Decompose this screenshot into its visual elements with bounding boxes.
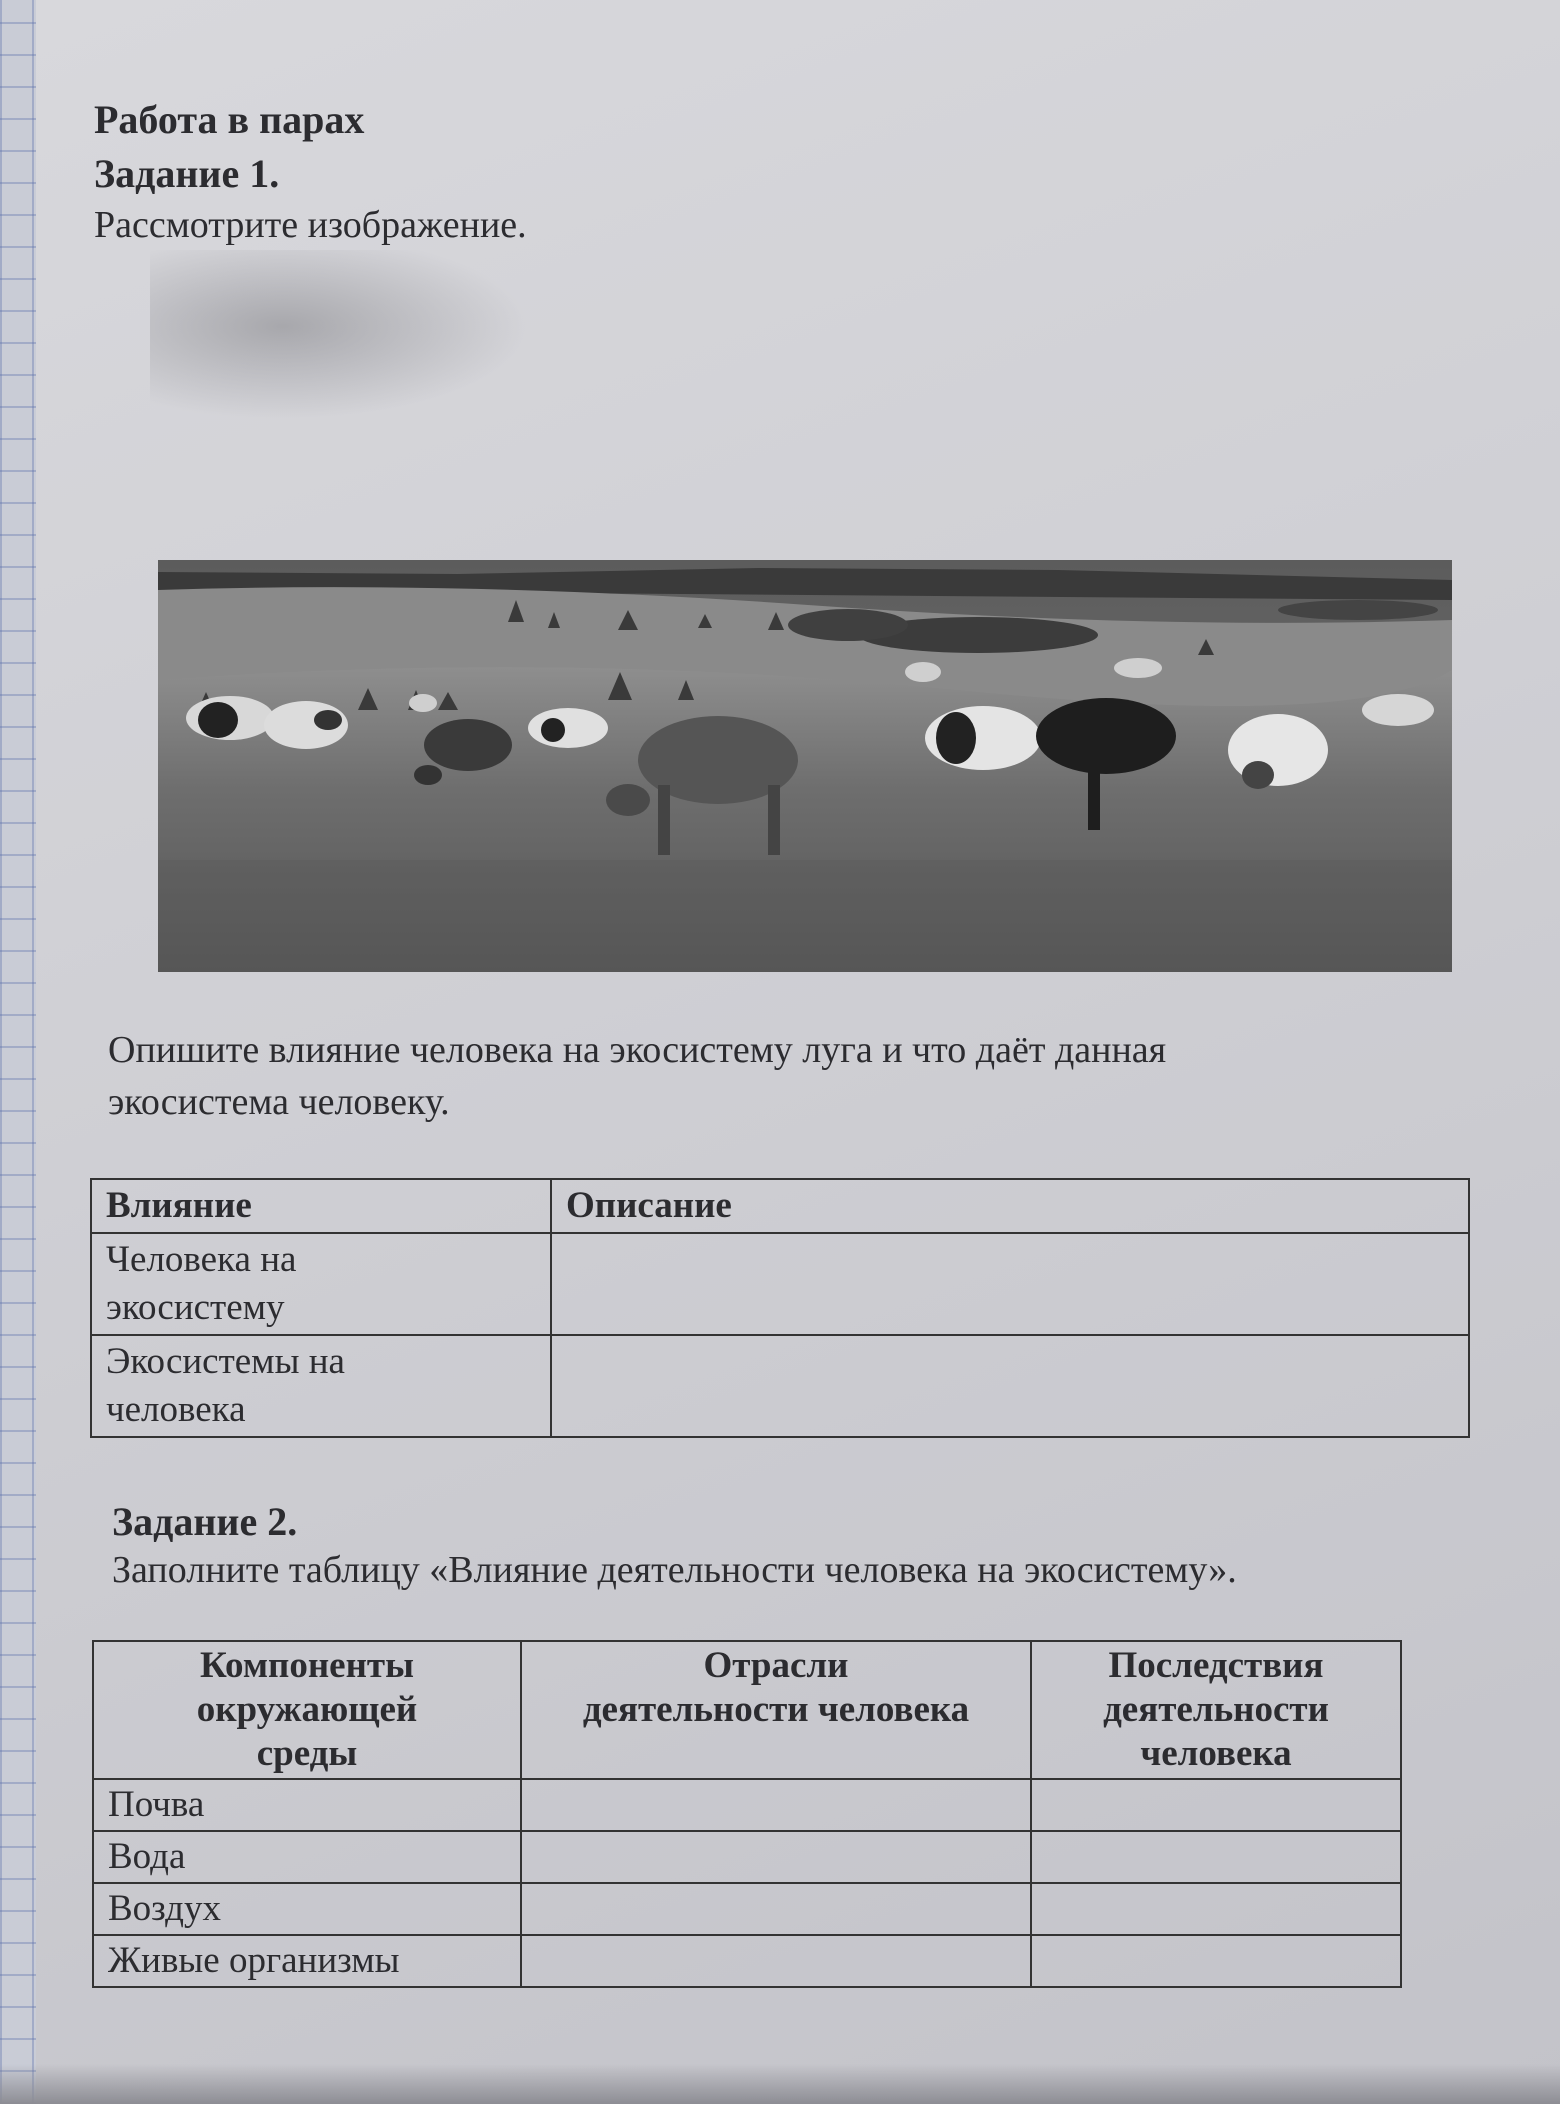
task1-instruction: Рассмотрите изображение.: [94, 204, 527, 246]
header-line: деятельности: [1103, 1689, 1329, 1730]
task2-answer-cell[interactable]: [1031, 1883, 1401, 1935]
task2-header-branches: [521, 1641, 1031, 1779]
task1-question-line2: экосистема человеку.: [108, 1081, 450, 1123]
header-line: деятельности человека: [582, 1689, 970, 1730]
table-row: [93, 1831, 1401, 1883]
task2-instruction: Заполните таблицу «Влияние деятельности человека на экосистему».: [112, 1549, 1237, 1591]
task2-answer-cell[interactable]: [1031, 1779, 1401, 1831]
table-row: [93, 1935, 1401, 1987]
header-line: Отрасли: [703, 1645, 849, 1686]
task2-answer-cell[interactable]: [1031, 1935, 1401, 1987]
task2-header-consequences: [1031, 1641, 1401, 1779]
task1-table: [90, 1178, 1470, 1438]
task2-row-label: Живые организмы: [93, 1935, 521, 1987]
task1-answer-cell[interactable]: [551, 1335, 1469, 1437]
header-line: Последствия: [1108, 1645, 1324, 1686]
task2-table: [92, 1640, 1402, 1988]
task2-answer-cell[interactable]: [521, 1883, 1031, 1935]
task2-answer-cell[interactable]: [521, 1779, 1031, 1831]
task2-row-label: Почва: [93, 1779, 521, 1831]
row-label-line: экосистему: [106, 1287, 285, 1328]
table-row: [91, 1233, 1469, 1335]
task2-answer-cell[interactable]: [1031, 1831, 1401, 1883]
task2-header-components: [93, 1641, 521, 1779]
task2-answer-cell[interactable]: [521, 1831, 1031, 1883]
task1-row-label: [91, 1335, 551, 1437]
notebook-grid-edge: [0, 0, 36, 2104]
task1-header-influence: Влияние: [91, 1179, 551, 1233]
header-line: окружающей: [196, 1689, 418, 1730]
task1-answer-cell[interactable]: [551, 1233, 1469, 1335]
meadow-cows-photo: [158, 560, 1452, 972]
table-row: [93, 1883, 1401, 1935]
task2-table-header: [93, 1641, 1401, 1779]
row-label-line: Экосистемы на: [106, 1341, 345, 1382]
task2-row-label: Вода: [93, 1831, 521, 1883]
task2-answer-cell[interactable]: [521, 1935, 1031, 1987]
row-label-line: человека: [106, 1389, 246, 1430]
task2-row-label: Воздух: [93, 1883, 521, 1935]
header-line: Компоненты: [200, 1645, 414, 1686]
task1-title: Задание 1.: [94, 151, 280, 196]
page-bottom-shadow: [0, 2064, 1560, 2104]
header-line: человека: [1140, 1733, 1292, 1774]
table-row: [91, 1335, 1469, 1437]
print-smudge: [150, 250, 530, 420]
task1-question-line1: Опишите влияние человека на экосистему луга и что даёт данная: [108, 1029, 1167, 1071]
task1-row-label: [91, 1233, 551, 1335]
section-heading: Работа в парах: [94, 97, 365, 142]
header-line: среды: [256, 1733, 358, 1774]
task2-title: Задание 2.: [112, 1499, 298, 1544]
task1-table-header: [91, 1179, 1469, 1233]
table-row: [93, 1779, 1401, 1831]
row-label-line: Человека на: [106, 1239, 297, 1280]
task1-header-description: Описание: [551, 1179, 1469, 1233]
